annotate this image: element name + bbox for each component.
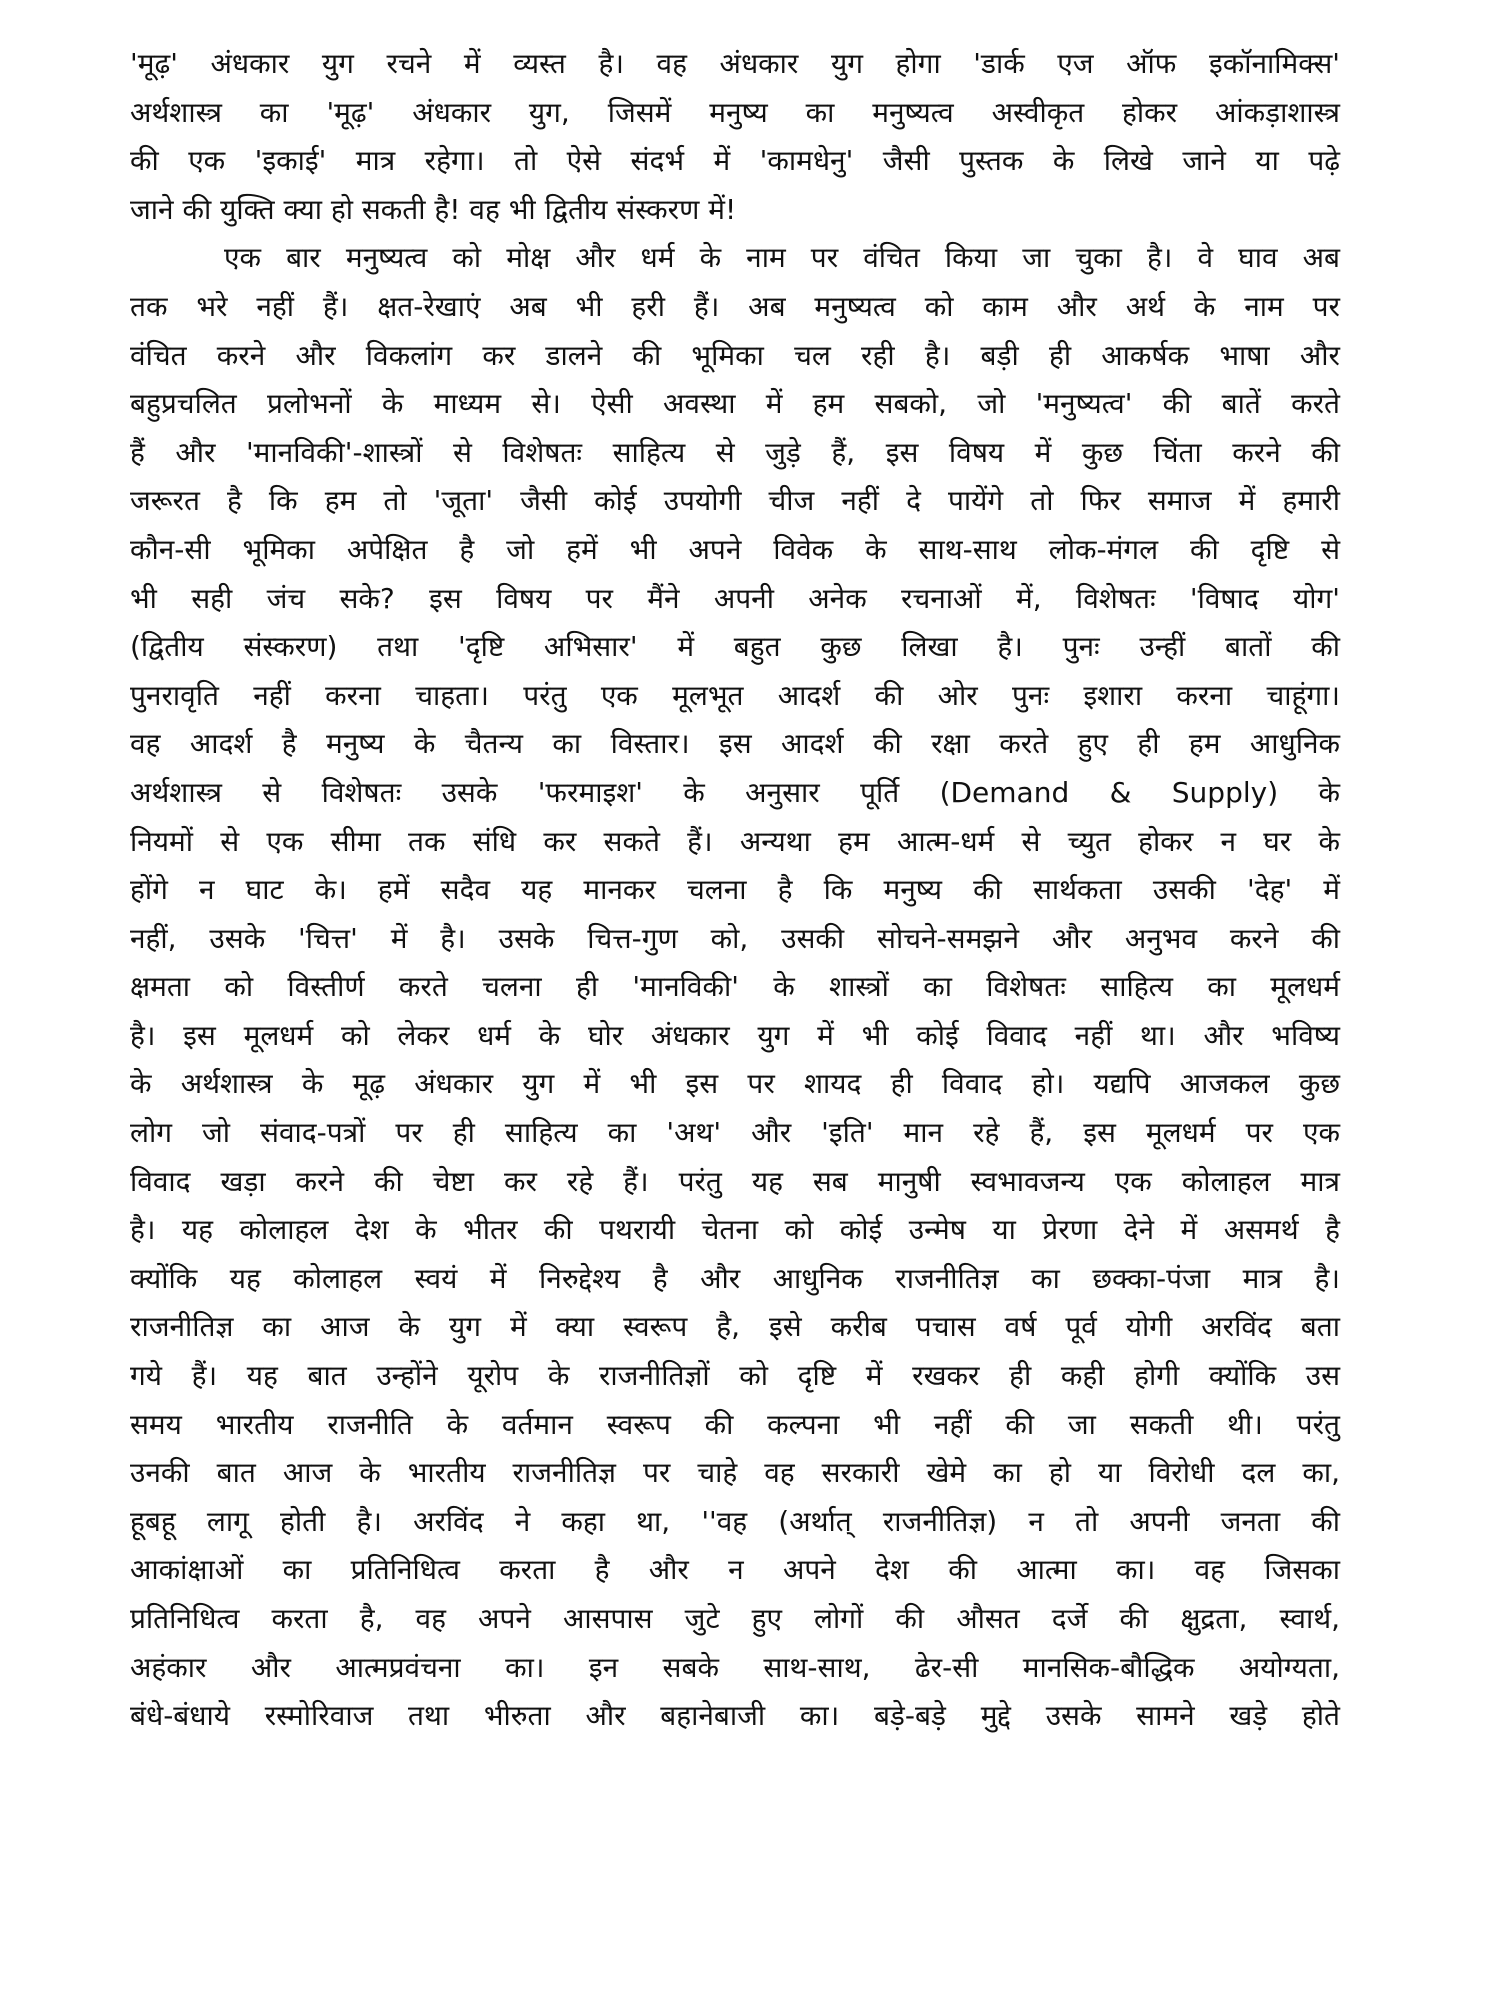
text-line: अहंकार और आत्मप्रवंचना का। इन सबके साथ-साथ, ढेर-सी मानसिक-बौद्धिक अयोग्यता, (130, 1650, 1340, 1684)
text-line: अर्थशास्त्र से विशेषतः उसके 'फरमाइश' के अनुसार पूर्ति (Demand & Supply) के (130, 775, 1340, 809)
text-line: कौन-सी भूमिका अपेक्षित है जो हमें भी अपने विवेक के साथ-साथ लोक-मंगल की दृष्टि से (130, 532, 1340, 566)
text-line: तक भरे नहीं हैं। क्षत-रेखाएं अब भी हरी हैं। अब मनुष्यत्व को काम और अर्थ के नाम पर (130, 289, 1340, 323)
text-line: जरूरत है कि हम तो 'जूता' जैसी कोई उपयोगी चीज नहीं दे पायेंगे तो फिर समाज में हमारी (130, 484, 1340, 518)
text-line: क्योंकि यह कोलाहल स्वयं में निरुद्देश्य है और आधुनिक राजनीतिज्ञ का छक्का-पंजा मात्र है। (130, 1261, 1340, 1295)
body-text (130, 40, 1340, 1741)
text-line: बहुप्रचलित प्रलोभनों के माध्यम से। ऐसी अवस्था में हम सबको, जो 'मनुष्यत्व' की बातें करते (130, 387, 1340, 421)
text-line: भी सही जंच सके? इस विषय पर मैंने अपनी अनेक रचनाओं में, विशेषतः 'विषाद योग' (130, 581, 1340, 615)
text-line: एक बार मनुष्यत्व को मोक्ष और धर्म के नाम पर वंचित किया जा चुका है। वे घाव अब (224, 241, 1340, 275)
text-line: वह आदर्श है मनुष्य के चैतन्य का विस्तार। इस आदर्श की रक्षा करते हुए ही हम आधुनिक (130, 727, 1340, 761)
text-line: गये हैं। यह बात उन्होंने यूरोप के राजनीतिज्ञों को दृष्टि में रखकर ही कही होगी क्योंकि उस (130, 1359, 1340, 1393)
text-line: 'मूढ़' अंधकार युग रचने में व्यस्त है। वह अंधकार युग होगा 'डार्क एज ऑफ इकॉनामिक्स' (130, 47, 1340, 80)
text-line: है। यह कोलाहल देश के भीतर की पथरायी चेतना को कोई उन्मेष या प्रेरणा देने में असमर्थ है (130, 1213, 1340, 1247)
text-line: आकांक्षाओं का प्रतिनिधित्व करता है और न अपने देश की आत्मा का। वह जिसका (130, 1553, 1340, 1587)
text-line: नहीं, उसके 'चित्त' में है। उसके चित्त-गुण को, उसकी सोचने-समझने और अनुभव करने की (130, 921, 1340, 955)
text-line: विवाद खड़ा करने की चेष्टा कर रहे हैं। परंतु यह सब मानुषी स्वभावजन्य एक कोलाहल मात्र (130, 1164, 1340, 1198)
text-line: पुनरावृति नहीं करना चाहता। परंतु एक मूलभूत आदर्श की ओर पुनः इशारा करना चाहूंगा। (130, 678, 1340, 712)
text-line: नियमों से एक सीमा तक संधि कर सकते हैं। अन्यथा हम आत्म-धर्म से च्युत होकर न घर के (130, 824, 1340, 858)
text-line: हैं और 'मानविकी'-शास्त्रों से विशेषतः साहित्य से जुड़े हैं, इस विषय में कुछ चिंता करने की (130, 435, 1340, 469)
text-line: वंचित करने और विकलांग कर डालने की भूमिका चल रही है। बड़ी ही आकर्षक भाषा और (130, 338, 1340, 372)
text-line: के अर्थशास्त्र के मूढ़ अंधकार युग में भी इस पर शायद ही विवाद हो। यद्यपि आजकल कुछ (130, 1067, 1340, 1101)
text-line: प्रतिनिधित्व करता है, वह अपने आसपास जुटे हुए लोगों की औसत दर्जे की क्षुद्रता, स्वार्थ, (130, 1602, 1340, 1635)
text-line: क्षमता को विस्तीर्ण करते चलना ही 'मानविकी' के शास्त्रों का विशेषतः साहित्य का मूलधर्म (130, 970, 1340, 1004)
text-line: राजनीतिज्ञ का आज के युग में क्या स्वरूप है, इसे करीब पचास वर्ष पूर्व योगी अरविंद बता (130, 1310, 1340, 1344)
text-line: जाने की युक्ति क्या हो सकती है! वह भी द्वितीय संस्करण में! (130, 192, 737, 226)
text-line: हूबहू लागू होती है। अरविंद ने कहा था, ''वह (अर्थात् राजनीतिज्ञ) न तो अपनी जनता की (130, 1504, 1340, 1538)
text-line: समय भारतीय राजनीति के वर्तमान स्वरूप की कल्पना भी नहीं की जा सकती थी। परंतु (130, 1407, 1340, 1441)
text-line: (द्वितीय संस्करण) तथा 'दृष्टि अभिसार' में बहुत कुछ लिखा है। पुनः उन्हीं बातों की (130, 630, 1340, 664)
text-line: होंगे न घाट के। हमें सदैव यह मानकर चलना है कि मनुष्य की सार्थकता उसकी 'देह' में (130, 873, 1340, 907)
text-line: लोग जो संवाद-पत्रों पर ही साहित्य का 'अथ' और 'इति' मान रहे हैं, इस मूलधर्म पर एक (130, 1116, 1340, 1150)
text-line: बंधे-बंधाये रस्मोरिवाज तथा भीरुता और बहानेबाजी का। बड़े-बड़े मुद्दे उसके सामने खड़े होते (130, 1699, 1340, 1733)
text-line: की एक 'इकाई' मात्र रहेगा। तो ऐसे संदर्भ में 'कामधेनु' जैसी पुस्तक के लिखे जाने या पढ़े (130, 144, 1340, 178)
text-line: अर्थशास्त्र का 'मूढ़' अंधकार युग, जिसमें मनुष्य का मनुष्यत्व अस्वीकृत होकर आंकड़ाशास्त्र (130, 95, 1340, 129)
text-line: उनकी बात आज के भारतीय राजनीतिज्ञ पर चाहे वह सरकारी खेमे का हो या विरोधी दल का, (130, 1456, 1340, 1490)
text-line: है। इस मूलधर्म को लेकर धर्म के घोर अंधकार युग में भी कोई विवाद नहीं था। और भविष्य (130, 1018, 1340, 1052)
